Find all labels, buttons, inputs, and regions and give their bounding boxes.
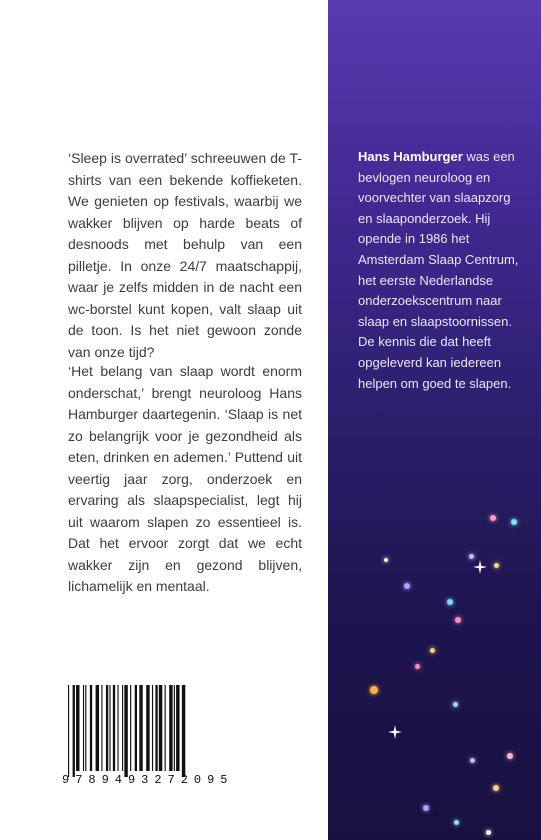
- star-dot: [507, 753, 513, 759]
- star-dot: [454, 820, 459, 825]
- author-name: Hans Hamburger: [358, 149, 463, 164]
- star-dot: [430, 648, 435, 653]
- barcode-bars: [62, 683, 228, 778]
- sparkle-star-icon: [473, 560, 487, 574]
- isbn-number: [62, 773, 228, 787]
- isbn-digit: 7: [75, 773, 83, 787]
- barcode-bar: [182, 685, 185, 777]
- barcode-bar: [152, 685, 153, 771]
- isbn-digit: 2: [154, 773, 163, 787]
- barcode-bar: [68, 685, 69, 777]
- barcode-bar: [113, 685, 115, 771]
- isbn-digit: 9: [101, 773, 110, 787]
- barcode-bar: [96, 685, 99, 771]
- barcode-bar: [117, 685, 118, 771]
- star-dot: [423, 805, 429, 811]
- author-bio-text: was een bevlogen neuroloog en voorvechter van slaapzorg en slaaponderzoek. Hij opende in 1986 het Amsterdam Slaap Centrum, het eerste Nederlandse onderzoekscentrum naar slaap en slaapstoornissen. De kennis die dat heeft opgeleverd kan iedereen helpen om goed te slapen.: [358, 149, 519, 391]
- barcode-bar: [85, 685, 86, 771]
- barcode-bar: [109, 685, 110, 771]
- barcode-bar: [122, 685, 123, 771]
- blurb-paragraph-1: ‘Sleep is overrated’ schreeuwen de T-shirts van een bekende koffieketen. We genieten op festivals, waarbij we wakker blijven op harde beats of desnoods met behulp van een pilletje. In onze 24/7 maatschappij, waar je zelfs midden in de nacht een wc-borstel kunt kopen, valt slaap uit de toon. Is het niet gewoon zonde van onze tijd?: [68, 150, 302, 360]
- blurb-paragraph-2: ‘Het belang van slaap wordt enorm onderschat,’ brengt neuroloog Hans Hamburger daartegenin. ‘Slaap is net zo belangrijk voor je gezondheid als eten, drinken en ademen.’ Puttend uit veertig jaar zorg, onderzoek en ervaring als slaapspecialist, legt hij uit waarom slapen zo essentieel is. Dat het ervoor zorgt dat we echt wakker zijn en gezond blijven, lichamelijk en mentaal.: [68, 363, 302, 594]
- barcode-bar: [176, 685, 179, 771]
- barcode-bar: [135, 685, 137, 771]
- star-dot: [511, 519, 517, 525]
- star-dot: [490, 515, 496, 521]
- star-dot: [470, 758, 475, 763]
- barcode-bar: [90, 685, 92, 771]
- isbn-digit: 3: [141, 773, 149, 787]
- isbn-digit: 5: [220, 773, 228, 787]
- star-dot: [493, 785, 499, 791]
- barcode-bar: [73, 685, 75, 777]
- barcode-bar: [146, 685, 149, 771]
- isbn-digit: 7: [167, 773, 176, 787]
- barcode-bar: [106, 685, 108, 771]
- sparkle-star-icon: [388, 725, 402, 739]
- barcode-bar: [130, 685, 131, 771]
- author-bio: [358, 147, 528, 394]
- star-dot: [453, 702, 458, 707]
- star-dot: [384, 558, 388, 562]
- isbn-barcode: [62, 683, 228, 778]
- barcode-bar: [174, 685, 175, 771]
- barcode-bar: [139, 685, 142, 771]
- isbn-digit: 8: [88, 773, 97, 787]
- barcode-bar: [83, 685, 84, 771]
- star-dot: [486, 830, 491, 835]
- barcode-bar: [124, 685, 127, 777]
- barcode-bar: [101, 685, 102, 771]
- barcode-bar: [165, 685, 166, 771]
- isbn-digit: 9: [127, 773, 136, 787]
- star-dot: [415, 664, 420, 669]
- star-dot: [494, 563, 499, 568]
- barcode-bar: [169, 685, 172, 771]
- barcode-bar: [155, 685, 157, 771]
- isbn-digit: 4: [114, 773, 123, 787]
- star-dot: [370, 686, 378, 694]
- star-dot: [455, 617, 461, 623]
- isbn-digit: 9: [207, 773, 215, 787]
- isbn-digit: 0: [193, 773, 202, 787]
- star-dot: [447, 599, 453, 605]
- barcode-bar: [159, 685, 162, 771]
- purple-night-panel: [328, 0, 541, 840]
- barcode-bar: [76, 685, 79, 771]
- star-dot: [404, 583, 410, 589]
- isbn-digit: 9: [62, 773, 70, 787]
- star-dot: [469, 554, 474, 559]
- isbn-digit: 2: [180, 773, 189, 787]
